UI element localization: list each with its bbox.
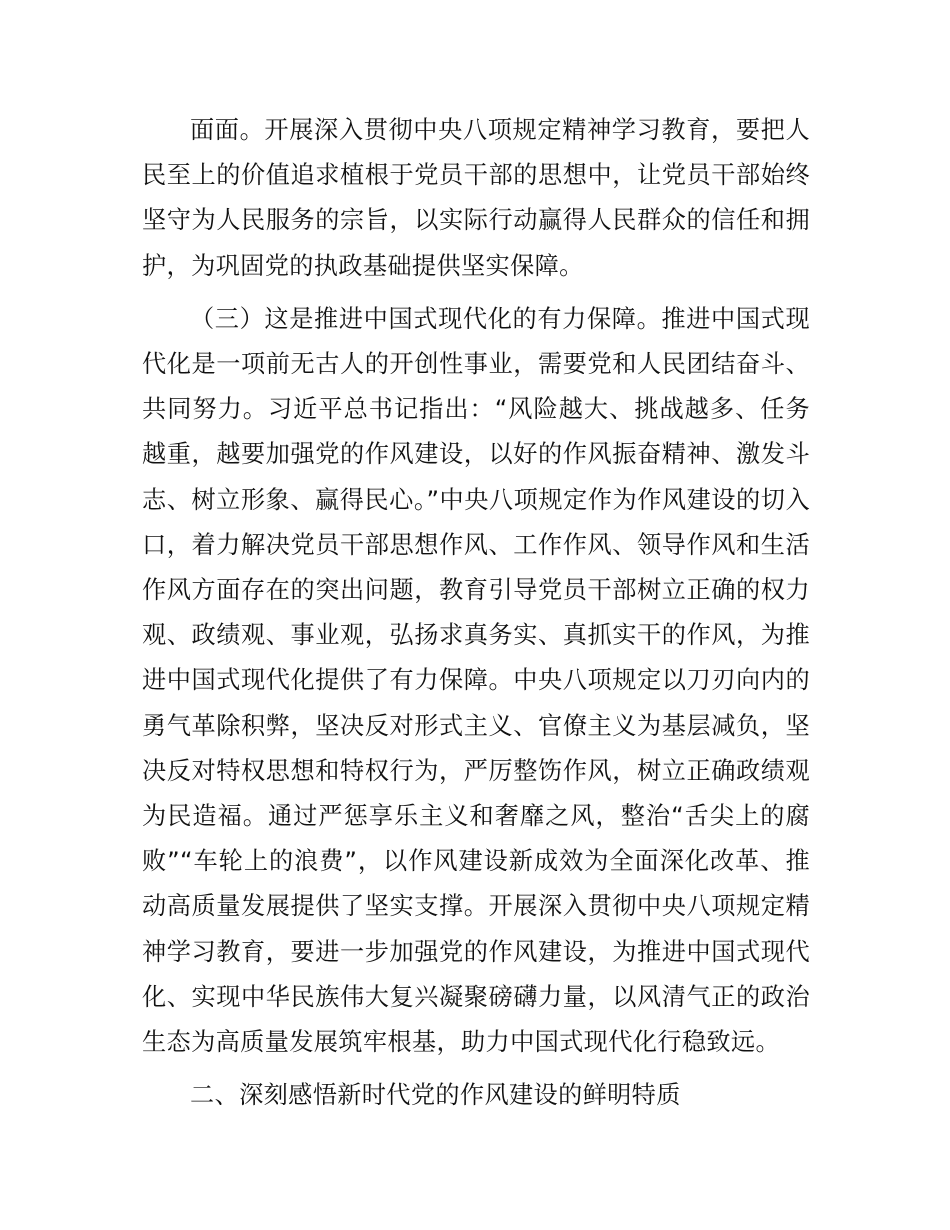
paragraph-section-three: （三）这是推进中国式现代化的有力保障。推进中国式现代化是一项前无古人的开创性事业，需要党和人民团结奋斗、共同努力。习近平总书记指出：“风险越大、挑战越多、任务越重，越要加强党的作风建设，以好的作风振奋精神、激发斗志、树立形象、赢得民心。”中央八项规定作为作风建设的切入口，着力解决党员干部思想作风、工作作风、领导作风和生活作风方面存在的突出问题，教育引导党员干部树立正确的权力观、政绩观、事业观，弘扬求真务实、真抓实干的作风，为推进中国式现代化提供了有力保障。中央八项规定以刀刃向内的勇气革除积弊，坚决反对形式主义、官僚主义为基层减负，坚决反对特权思想和特权行为，严厉整饬作风，树立正确政绩观为民造福。通过严惩享乐主义和奢靡之风，整治“舌尖上的腐败”“车轮上的浪费”，以作风建设新成效为全面深化改革、推动高质量发展提供了坚实支撑。开展深入贯彻中央八项规定精神学习教育，要进一步加强党的作风建设，为推进中国式现代化、实现中华民族伟大复兴凝聚磅礴力量，以风清气正的政治生态为高质量发展筑牢根基，助力中国式现代化行稳致远。	[142, 304, 810, 1057]
paragraph-continuation: 面面。开展深入贯彻中央八项规定精神学习教育，要把人民至上的价值追求植根于党员干部的思想中，让党员干部始终坚守为人民服务的宗旨，以实际行动赢得人民群众的信任和拥护，为巩固党的执政基础提供坚实保障。	[142, 116, 810, 280]
document-page	[142, 108, 810, 1118]
section-heading: 二、深刻感悟新时代党的作风建设的鲜明特质	[190, 1081, 681, 1110]
